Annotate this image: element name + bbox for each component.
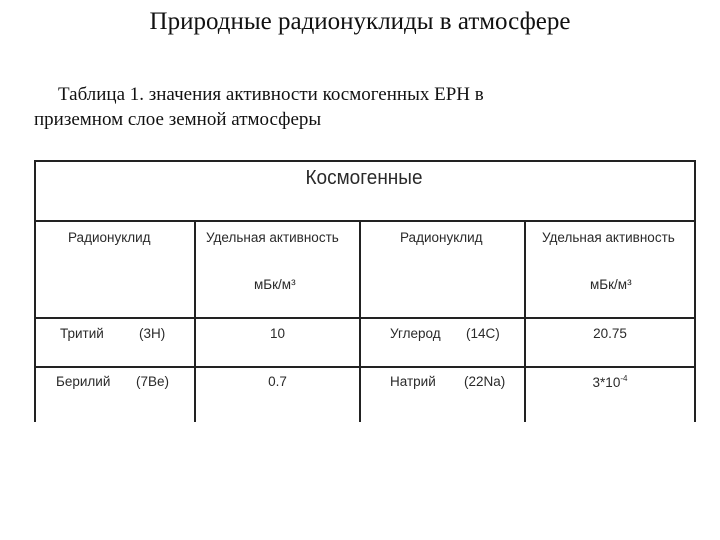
group-header-divider <box>34 220 696 222</box>
table-top-border <box>34 160 696 162</box>
row2-left-value: 0.7 <box>268 374 287 389</box>
row2-left-symbol: (7Be) <box>136 374 170 389</box>
row2-right-symbol: (22Na) <box>464 374 506 389</box>
row1-left-value: 10 <box>269 326 286 341</box>
column-divider-1 <box>194 220 196 422</box>
column-divider-2 <box>359 220 361 422</box>
row2-right-value <box>526 374 694 390</box>
row1-left-symbol: (3Н) <box>139 326 166 341</box>
caption-line-2: приземном слое земной атмосферы <box>34 109 322 130</box>
group-title-cosmogenic: Космогенные <box>305 167 423 190</box>
cosmogenic-table <box>34 160 696 422</box>
table-left-border <box>34 160 36 422</box>
row2-right-value-base: 3*10 <box>592 375 621 390</box>
row2-right-name: Натрий <box>390 374 436 389</box>
header-nuclide-left: Радионуклид <box>68 230 151 245</box>
table-right-border <box>694 160 696 422</box>
header-unit-left: мБк/м³ <box>254 277 296 292</box>
row-divider <box>34 366 696 368</box>
header-unit-right: мБк/м³ <box>590 277 632 292</box>
row2-right-value-exponent: -4 <box>620 374 628 383</box>
row1-right-name: Углерод <box>390 326 441 341</box>
header-activity-right: Удельная активность <box>542 230 675 245</box>
row1-left-name: Тритий <box>60 326 104 341</box>
caption-line-1: Таблица 1. значения активности космогенных ЕРН в <box>58 84 484 105</box>
header-activity-left: Удельная активность <box>206 230 339 245</box>
slide-title: Природные радионуклиды в атмосфере <box>149 8 571 35</box>
row2-left-name: Берилий <box>56 374 111 389</box>
header-row-divider <box>34 317 696 319</box>
column-divider-3 <box>524 220 526 422</box>
row1-right-symbol: (14С) <box>466 326 500 341</box>
header-nuclide-right: Радионуклид <box>400 230 483 245</box>
row1-right-value: 20.75 <box>593 326 627 341</box>
table-caption <box>34 82 674 132</box>
